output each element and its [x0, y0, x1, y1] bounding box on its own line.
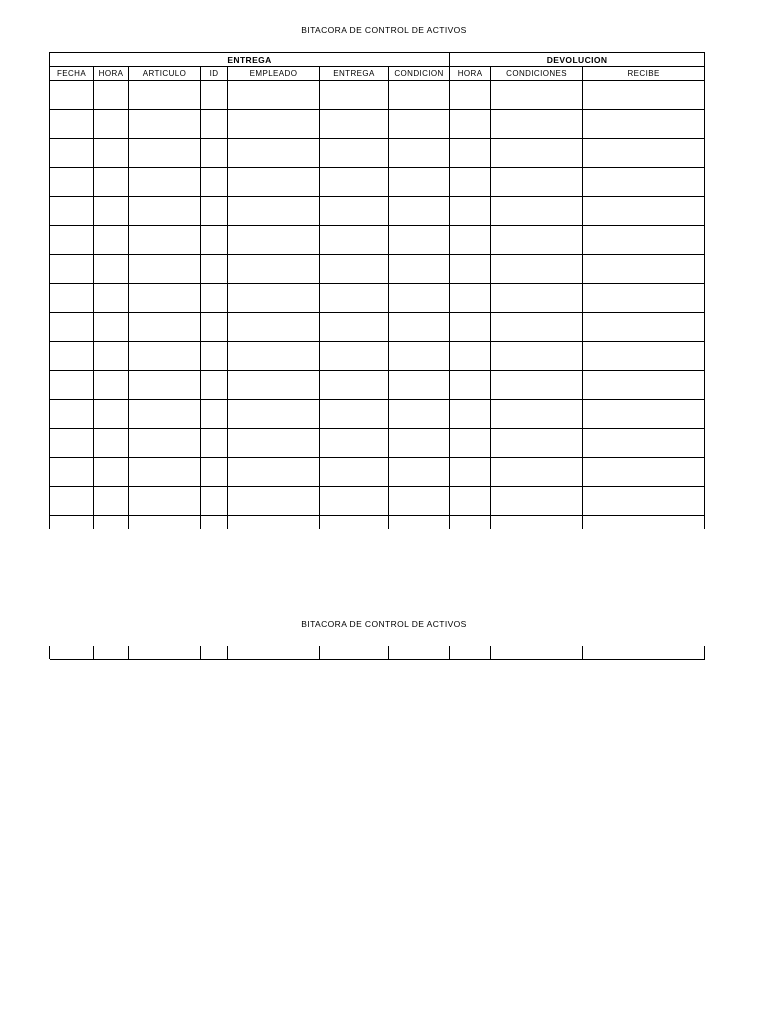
column-header-condicion: CONDICION — [389, 67, 450, 81]
table-cell[interactable] — [94, 139, 129, 168]
table-cell — [50, 659, 94, 660]
table-cell[interactable] — [491, 458, 583, 487]
table-cell[interactable] — [450, 110, 491, 139]
column-header-entrega: ENTREGA — [320, 67, 389, 81]
table-cell[interactable] — [50, 226, 94, 255]
table-cell[interactable] — [320, 139, 389, 168]
table-cell[interactable] — [491, 646, 583, 659]
table-cell[interactable] — [201, 81, 228, 110]
table-cell[interactable] — [583, 313, 705, 342]
table-row — [50, 255, 705, 284]
table-cell[interactable] — [491, 139, 583, 168]
table-cell[interactable] — [389, 139, 450, 168]
table-cell[interactable] — [50, 371, 94, 400]
table-cell[interactable] — [94, 371, 129, 400]
table-cell[interactable] — [201, 371, 228, 400]
table-cell[interactable] — [450, 139, 491, 168]
table-cell[interactable] — [320, 168, 389, 197]
table-cell[interactable] — [94, 168, 129, 197]
table-cell[interactable] — [129, 371, 201, 400]
table-cell[interactable] — [583, 400, 705, 429]
table-cell[interactable] — [320, 226, 389, 255]
table-cell[interactable] — [228, 371, 320, 400]
table-cell[interactable] — [320, 487, 389, 516]
table-row — [50, 646, 705, 659]
table-cell[interactable] — [201, 110, 228, 139]
table-row — [50, 197, 705, 226]
table-cell[interactable] — [491, 284, 583, 313]
table-cell[interactable] — [583, 458, 705, 487]
table-cell — [450, 659, 491, 660]
table-cell — [491, 659, 583, 660]
table-cell[interactable] — [491, 400, 583, 429]
table-row — [50, 139, 705, 168]
table-cell[interactable] — [491, 313, 583, 342]
table-cell[interactable] — [50, 81, 94, 110]
table-cell[interactable] — [491, 81, 583, 110]
table-cell[interactable] — [389, 110, 450, 139]
table-cell[interactable] — [228, 139, 320, 168]
column-header-articulo: ARTICULO — [129, 67, 201, 81]
column-header-hora-devolucion: HORA — [450, 67, 491, 81]
table-cell[interactable] — [228, 342, 320, 371]
table-cell[interactable] — [228, 516, 320, 530]
table-cell[interactable] — [320, 313, 389, 342]
table-cell[interactable] — [320, 342, 389, 371]
table-cell[interactable] — [389, 487, 450, 516]
table-cell[interactable] — [94, 342, 129, 371]
group-header-entrega: ENTREGA — [50, 53, 450, 67]
table-cell[interactable] — [450, 313, 491, 342]
table-cell[interactable] — [50, 139, 94, 168]
page-title: BITACORA DE CONTROL DE ACTIVOS — [301, 25, 467, 35]
table-cell[interactable] — [583, 284, 705, 313]
table-cell[interactable] — [491, 110, 583, 139]
table-cell[interactable] — [450, 197, 491, 226]
column-header-condiciones: CONDICIONES — [491, 67, 583, 81]
table-cell[interactable] — [129, 646, 201, 659]
table-cell[interactable] — [450, 226, 491, 255]
table-row — [50, 516, 705, 530]
table-cell[interactable] — [50, 197, 94, 226]
table-cell[interactable] — [201, 284, 228, 313]
table-cell[interactable] — [50, 313, 94, 342]
table-row — [50, 284, 705, 313]
table-cell[interactable] — [201, 516, 228, 530]
group-header-devolucion: DEVOLUCION — [450, 53, 705, 67]
table-cell[interactable] — [50, 284, 94, 313]
table-cell[interactable] — [320, 458, 389, 487]
table-cell[interactable] — [94, 458, 129, 487]
table-cell[interactable] — [450, 342, 491, 371]
table-row — [50, 400, 705, 429]
table-cell[interactable] — [129, 226, 201, 255]
table-cell[interactable] — [491, 168, 583, 197]
table-cell[interactable] — [450, 284, 491, 313]
table-cell[interactable] — [201, 487, 228, 516]
column-header-empleado: EMPLEADO — [228, 67, 320, 81]
table-cell[interactable] — [94, 313, 129, 342]
column-header-recibe: RECIBE — [583, 67, 705, 81]
table-cell[interactable] — [583, 487, 705, 516]
table-cell[interactable] — [583, 110, 705, 139]
table-cell — [228, 659, 320, 660]
table-cell[interactable] — [450, 646, 491, 659]
table-cell[interactable] — [50, 429, 94, 458]
table-cell[interactable] — [228, 110, 320, 139]
table-cell[interactable] — [129, 458, 201, 487]
table-cell[interactable] — [583, 429, 705, 458]
table-cell[interactable] — [129, 487, 201, 516]
table-cell[interactable] — [50, 458, 94, 487]
table-cell[interactable] — [50, 255, 94, 284]
table-cell[interactable] — [129, 139, 201, 168]
table-cell[interactable] — [320, 400, 389, 429]
column-header-hora: HORA — [94, 67, 129, 81]
table-cell[interactable] — [129, 342, 201, 371]
column-header-fecha: FECHA — [50, 67, 94, 81]
table-cell[interactable] — [50, 168, 94, 197]
table-bottom-edge — [50, 659, 705, 660]
table-body — [50, 646, 705, 660]
table-cell[interactable] — [201, 139, 228, 168]
table-cell[interactable] — [450, 487, 491, 516]
column-header-row — [50, 67, 705, 81]
table-cell[interactable] — [201, 255, 228, 284]
table-cell[interactable] — [94, 400, 129, 429]
table-cell[interactable] — [320, 516, 389, 530]
table-cell[interactable] — [228, 487, 320, 516]
table-cell[interactable] — [320, 284, 389, 313]
table-cell[interactable] — [129, 255, 201, 284]
table-cell[interactable] — [201, 458, 228, 487]
table-cell[interactable] — [129, 197, 201, 226]
table-cell[interactable] — [50, 487, 94, 516]
table-cell[interactable] — [583, 168, 705, 197]
table-cell[interactable] — [491, 487, 583, 516]
table-cell[interactable] — [491, 342, 583, 371]
table-cell[interactable] — [583, 371, 705, 400]
table-cell[interactable] — [201, 429, 228, 458]
table-cell[interactable] — [228, 458, 320, 487]
table-cell[interactable] — [320, 371, 389, 400]
table-cell[interactable] — [129, 81, 201, 110]
table-cell[interactable] — [94, 516, 129, 530]
table-cell[interactable] — [228, 646, 320, 659]
table-cell[interactable] — [389, 313, 450, 342]
table-cell[interactable] — [201, 342, 228, 371]
table-cell[interactable] — [94, 284, 129, 313]
table-cell[interactable] — [129, 284, 201, 313]
table-cell[interactable] — [94, 429, 129, 458]
table-cell[interactable] — [389, 197, 450, 226]
table-cell[interactable] — [228, 255, 320, 284]
table-cell[interactable] — [583, 342, 705, 371]
table-cell[interactable] — [389, 458, 450, 487]
table-cell[interactable] — [450, 255, 491, 284]
table-cell[interactable] — [201, 226, 228, 255]
table-cell[interactable] — [320, 197, 389, 226]
table-cell[interactable] — [389, 429, 450, 458]
table-cell[interactable] — [50, 400, 94, 429]
table-cell[interactable] — [228, 197, 320, 226]
group-header-row — [50, 53, 705, 67]
table-cell[interactable] — [491, 255, 583, 284]
table-cell — [201, 659, 228, 660]
table-cell[interactable] — [583, 81, 705, 110]
table-cell[interactable] — [389, 516, 450, 530]
table-cell[interactable] — [491, 371, 583, 400]
table-row — [50, 81, 705, 110]
table-cell[interactable] — [389, 168, 450, 197]
asset-log-table-continued — [49, 646, 705, 660]
table-cell[interactable] — [129, 313, 201, 342]
table-cell[interactable] — [491, 226, 583, 255]
table-row — [50, 342, 705, 371]
table-row — [50, 371, 705, 400]
table-cell — [94, 659, 129, 660]
table-cell[interactable] — [491, 197, 583, 226]
table-cell[interactable] — [450, 168, 491, 197]
table-row — [50, 168, 705, 197]
table-cell[interactable] — [491, 516, 583, 530]
table-row — [50, 487, 705, 516]
table-cell — [389, 659, 450, 660]
table-cell — [129, 659, 201, 660]
table-cell[interactable] — [450, 458, 491, 487]
table-cell[interactable] — [94, 487, 129, 516]
table-cell[interactable] — [228, 81, 320, 110]
table-cell[interactable] — [583, 139, 705, 168]
table-cell[interactable] — [450, 371, 491, 400]
table-cell[interactable] — [389, 255, 450, 284]
table-cell[interactable] — [50, 646, 94, 659]
table-cell[interactable] — [50, 342, 94, 371]
table-cell[interactable] — [94, 110, 129, 139]
table-cell[interactable] — [201, 646, 228, 659]
table-row — [50, 458, 705, 487]
table-row — [50, 110, 705, 139]
table-cell[interactable] — [450, 429, 491, 458]
asset-log-table — [49, 52, 705, 529]
table-cell[interactable] — [129, 516, 201, 530]
table-cell[interactable] — [94, 81, 129, 110]
table-cell[interactable] — [389, 400, 450, 429]
table-cell[interactable] — [389, 81, 450, 110]
table-cell[interactable] — [320, 81, 389, 110]
table-cell[interactable] — [129, 400, 201, 429]
table-cell[interactable] — [583, 646, 705, 659]
table-cell[interactable] — [389, 342, 450, 371]
table-cell — [583, 659, 705, 660]
table-cell — [320, 659, 389, 660]
table-cell[interactable] — [320, 110, 389, 139]
table-cell[interactable] — [228, 400, 320, 429]
table-cell[interactable] — [228, 284, 320, 313]
table-cell[interactable] — [389, 284, 450, 313]
table-cell[interactable] — [50, 110, 94, 139]
table-cell[interactable] — [320, 646, 389, 659]
table-cell[interactable] — [94, 255, 129, 284]
table-cell[interactable] — [450, 516, 491, 530]
table-cell[interactable] — [450, 400, 491, 429]
table-cell[interactable] — [583, 255, 705, 284]
table-cell[interactable] — [94, 646, 129, 659]
table-row — [50, 226, 705, 255]
table-cell[interactable] — [201, 400, 228, 429]
table-body — [50, 81, 705, 530]
table-cell[interactable] — [129, 110, 201, 139]
table-cell[interactable] — [389, 646, 450, 659]
table-cell[interactable] — [228, 168, 320, 197]
table-cell[interactable] — [228, 226, 320, 255]
table-row — [50, 313, 705, 342]
table-cell[interactable] — [583, 197, 705, 226]
table-cell[interactable] — [450, 81, 491, 110]
table-cell[interactable] — [228, 313, 320, 342]
table-cell[interactable] — [389, 371, 450, 400]
table-cell[interactable] — [129, 168, 201, 197]
table-cell[interactable] — [228, 429, 320, 458]
table-row — [50, 429, 705, 458]
table-cell[interactable] — [201, 168, 228, 197]
table-cell[interactable] — [201, 197, 228, 226]
table-cell[interactable] — [583, 516, 705, 530]
table-cell[interactable] — [50, 516, 94, 530]
column-header-id: ID — [201, 67, 228, 81]
table-cell[interactable] — [94, 226, 129, 255]
table-cell[interactable] — [389, 226, 450, 255]
table-cell[interactable] — [320, 255, 389, 284]
table-cell[interactable] — [94, 197, 129, 226]
table-cell[interactable] — [491, 429, 583, 458]
table-cell[interactable] — [320, 429, 389, 458]
page-title-repeat: BITACORA DE CONTROL DE ACTIVOS — [301, 619, 467, 629]
table-cell[interactable] — [201, 313, 228, 342]
table-cell[interactable] — [129, 429, 201, 458]
table-cell[interactable] — [583, 226, 705, 255]
